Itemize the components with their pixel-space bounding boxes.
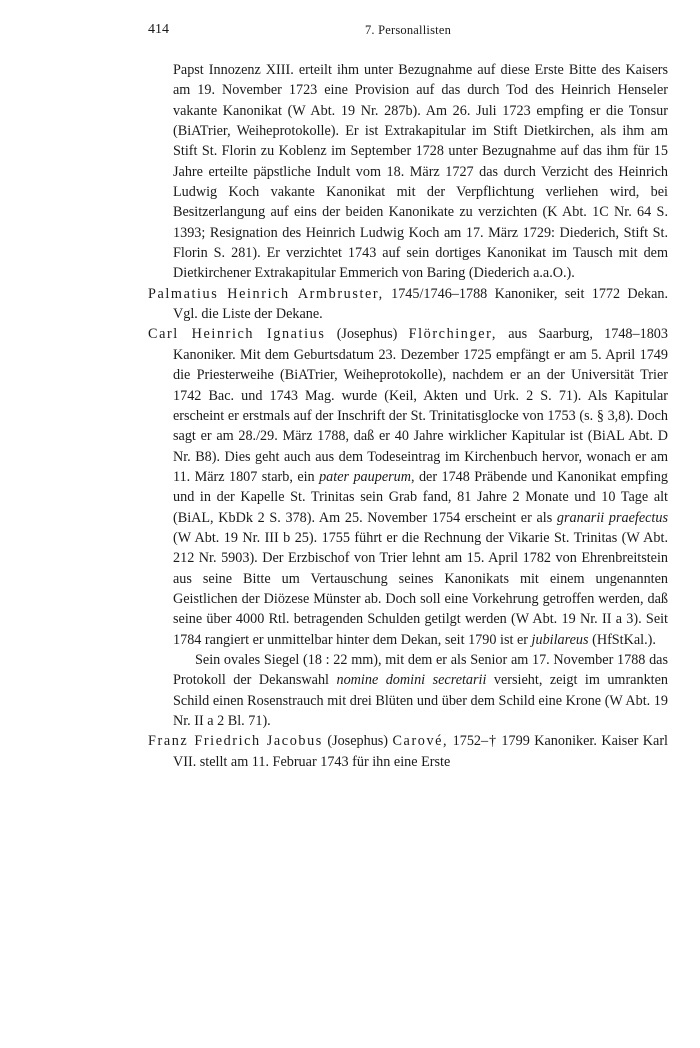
person-name: Palmatius Heinrich Armbruster, [148, 285, 384, 302]
entry-text: (HfStKal.). [588, 631, 656, 648]
person-surname: Carové, [392, 733, 449, 750]
paragraph-text: versieht, zeigt im umrankten Schild einen Rosenstrauch mit drei Blüten und über dem Schild eine Krone (W Abt. 19 Nr. II a 2 Bl. 71). [173, 672, 668, 729]
entry-carove [148, 731, 668, 772]
entry-text: , der 1748 Präbende und Kanonikat empfing und in der Kapelle St. Trinitas sein Grab fand, 81 Jahre 2 Monate und 10 Tage alt (BiAL, KbDk 2 S. 378). Am 25. November 1754 erscheint er als [173, 468, 668, 526]
latin-term: granarii praefectus [556, 509, 668, 526]
page-header [148, 22, 668, 42]
latin-term: pater pauperum [319, 468, 411, 485]
paragraph-text: Sein ovales Siegel (18 : 22 mm), mit dem er als Senior am 17. November 1788 das Protokoll der Dekanswahl [173, 651, 668, 689]
page-number: 414 [148, 22, 169, 37]
paragraph-continuation [148, 60, 668, 284]
latin-term: jubilareus [531, 631, 589, 648]
person-surname: Flörchinger, [408, 326, 497, 343]
person-given-names: Franz Friedrich Jacobus [148, 733, 323, 750]
person-given-names: Carl Heinrich Ignatius [148, 326, 326, 343]
entry-text: 1752–† 1799 Kanoniker. Kaiser Karl VII. stellt am 11. Februar 1743 für ihn eine Erste [173, 733, 669, 770]
entry-floerchinger [148, 324, 668, 650]
latin-term: nomine domini secretarii [336, 672, 487, 689]
entry-text: aus Saarburg, 1748–1803 Kanoniker. Mit dem Geburtsdatum 23. Dezember 1725 empfängt er am 5. April 1749 die Priesterweihe (BiATrier, Weiheprotokolle), nachdem er an der Universität Trier 1742 Bac. und 1743 Mag. wurde (Keil, Akten und Urk. 2 S. 71). Als Kapitular erscheint er erstmals auf der Inschrift der St. Trinitatisglocke von 1753 (s. § 3,8). Doch sagt er am 28./29. März 1788, daß er 40 Jahre wirklicher Kapitular ist (BiAL Abt. D Nr. B8). Dies geht auch aus dem Todeseintrag im Kirchenbuch hervor, wonach er am 11. März 1807 starb, ein [173, 326, 668, 485]
entry-text: (W Abt. 19 Nr. III b 25). 1755 führt er die Rechnung der Vikarie St. Trinitas (W Abt. 212 Nr. 5903). Der Erzbischof von Trier lehnt am 15. April 1782 von Ehrenbreitstein aus seine Bitte um Vertauschung seines Kanonikats mit einem ungenannten Geistlichen der Diözese Münster ab. Doch soll eine Vorkehrung getroffen werden, daß seine über 4000 Rtl. betragenden Schulden getilgt werden (W Abt. 19 Nr. II a 3). Seit 1784 rangiert er unmittelbar hinter dem Dekan, seit 1790 ist er [173, 529, 668, 648]
seal-paragraph [148, 650, 668, 731]
entry-text: 1745/1746–1788 Kanoniker, seit 1772 Dekan. Vgl. die Liste der Dekane. [173, 285, 669, 323]
person-name-paren: (Josephus) [325, 326, 409, 343]
entry-armbruster [148, 284, 668, 325]
body-text [148, 60, 668, 772]
running-title: 7. Personallisten [364, 23, 452, 37]
person-name-paren: (Josephus) [322, 733, 393, 750]
paragraph-text: Papst Innozenz XIII. erteilt ihm unter Bezugnahme auf diese Erste Bitte des Kaisers am 19. November 1723 eine Provision auf das durch Tod des Heinrich Henseler vakante Kanonikat (W Abt. 19 Nr. 287b). Am 26. Juli 1723 empfing er die Tonsur (BiATrier, Weiheprotokolle). Er ist Extrakapitular im Stift Dietkirchen, als ihm am Stift St. Florin zu Koblenz im September 1728 unter Bezugnahme auf das ihm für 15 Jahre erteilte päpstliche Indult vom 18. März 1727 das durch Verzicht des Heinrich Ludwig Koch vakante Kanonikat mit der Verpflichtung verliehen wird, bei Besitzerlangung auf eins der beiden Kanonikate zu verzichten (K Abt. 1C Nr. 64 S. 1393; Resignation des Heinrich Ludwig Koch am 17. März 1729: Diederich, Stift St. Florin S. 281). Er verzichtet 1743 auf sein dortiges Kanonikat im Tausch mit dem Dietkirchener Extrakapitular Emmerich von Baring (Diederich a.a.O.). [173, 62, 668, 282]
